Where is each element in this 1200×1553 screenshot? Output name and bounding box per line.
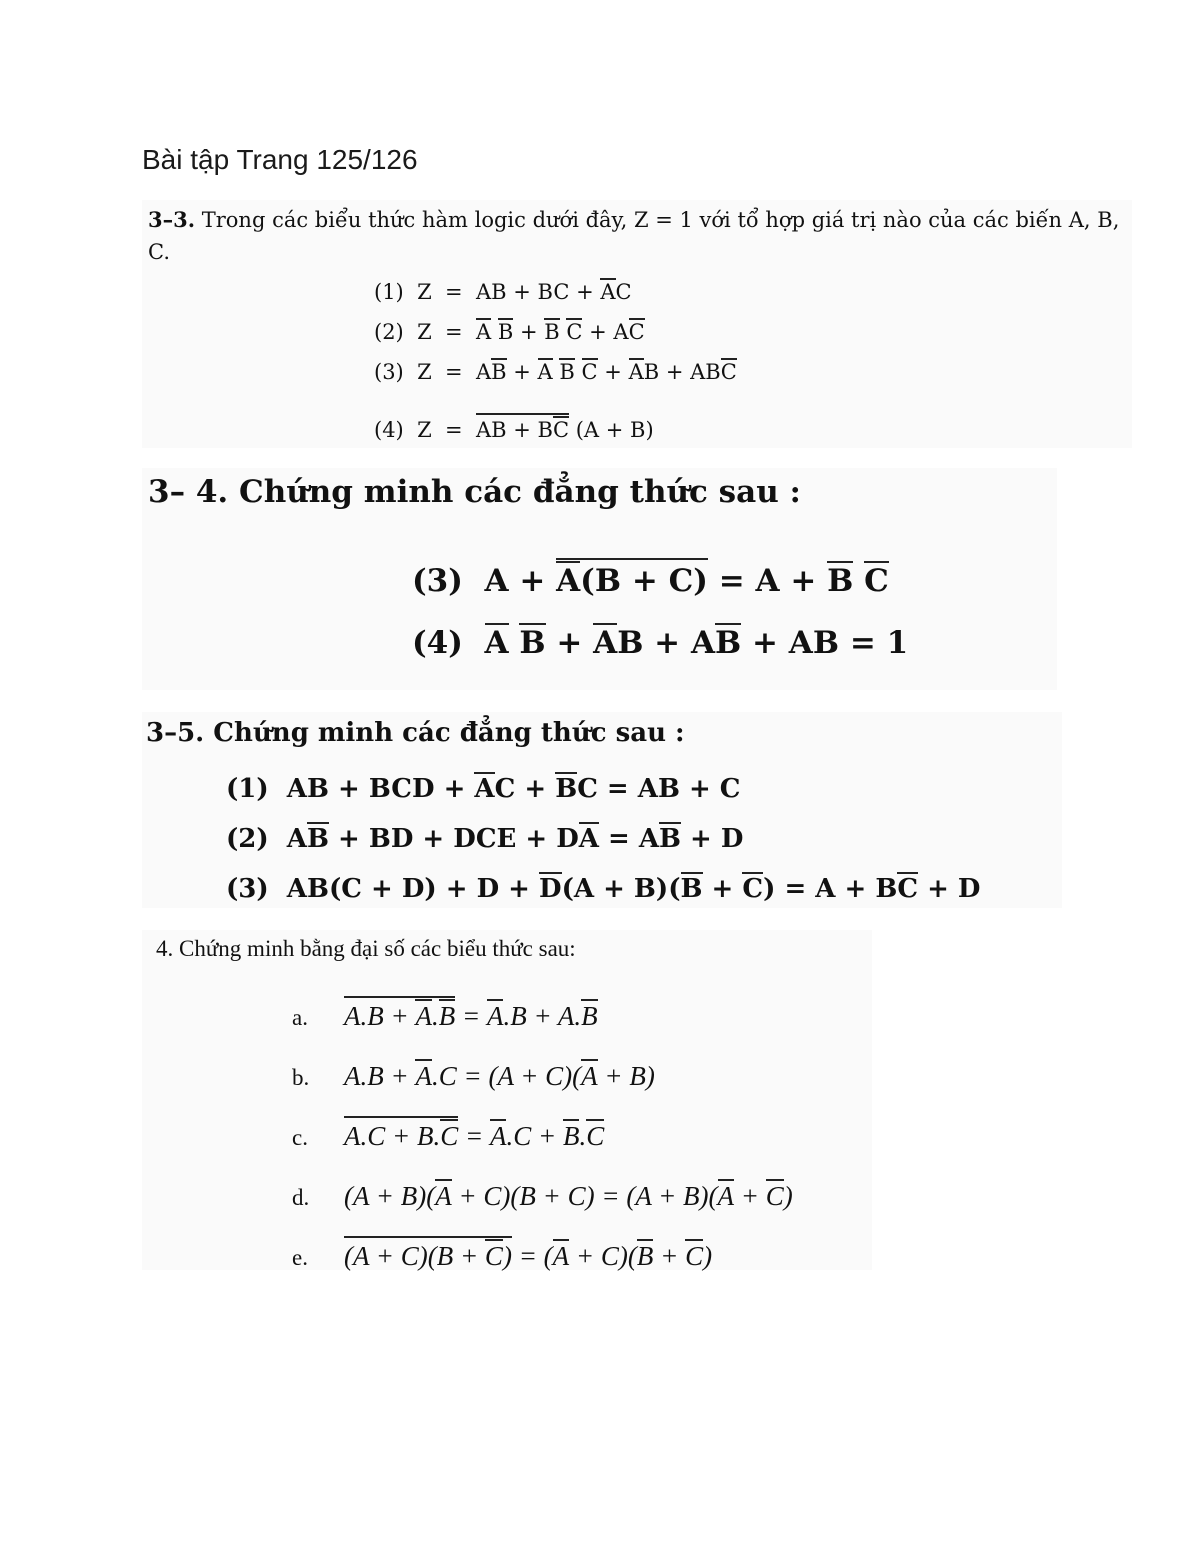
math-text: + <box>734 1181 766 1211</box>
overline-complement <box>715 623 741 660</box>
exercise-3-3-prompt <box>148 204 1128 268</box>
math-text: + <box>506 360 538 384</box>
equation <box>344 1181 793 1211</box>
exercise-heading: 3–5. Chứng minh các đẳng thức sau : <box>146 718 685 748</box>
math-text: C <box>864 563 889 599</box>
overline-complement <box>476 413 569 442</box>
math-text <box>560 320 567 344</box>
math-text: A <box>593 625 618 661</box>
exercise-heading: 3– 4. Chứng minh các đẳng thức sau : <box>148 474 801 510</box>
math-text: C <box>742 874 764 904</box>
math-text: B + A <box>617 625 716 661</box>
overline-complement <box>487 999 504 1032</box>
math-text: C <box>765 1181 784 1211</box>
overline-complement <box>544 318 559 344</box>
math-text: (2) A <box>226 824 307 854</box>
math-text: = <box>458 1121 490 1151</box>
math-text: C <box>897 874 919 904</box>
math-text: B + AB <box>643 360 721 384</box>
equation <box>374 272 737 312</box>
math-text: (2) Z = <box>374 320 476 344</box>
equation-list <box>292 986 793 1286</box>
overline-complement <box>718 1179 735 1212</box>
overline-complement <box>637 1239 654 1272</box>
math-text: (A + C)(B + <box>344 1241 485 1271</box>
math-text: C <box>581 360 598 384</box>
exercise-number: 3–3. <box>148 207 196 232</box>
overline-complement <box>827 561 853 598</box>
math-text: B <box>659 824 681 854</box>
item-label: d. <box>292 1185 310 1210</box>
exercise-heading: 4. Chứng minh bằng đại số các biểu thức sau: <box>156 936 576 961</box>
overline-complement <box>344 996 455 1032</box>
overline-complement <box>556 561 580 598</box>
overline-complement <box>519 623 545 660</box>
math-text: B <box>306 824 329 854</box>
overline-complement <box>539 872 562 904</box>
item-label: b. <box>292 1065 310 1090</box>
math-text: C + <box>494 774 556 804</box>
overline-complement <box>344 1116 458 1152</box>
exercise-3-4 <box>142 468 1057 690</box>
equation <box>344 1001 598 1031</box>
math-text: .C = (A + C)( <box>431 1061 582 1091</box>
math-text: + <box>653 1241 686 1271</box>
overline-complement <box>485 623 509 660</box>
equation <box>226 864 980 914</box>
item-label: e. <box>292 1245 308 1270</box>
overline-complement <box>864 561 889 598</box>
math-text: C <box>615 280 632 304</box>
overline-complement <box>566 318 582 344</box>
math-text: B <box>497 320 514 344</box>
math-text: C <box>586 1121 605 1151</box>
math-text: ) <box>703 1241 713 1271</box>
overline-complement <box>681 872 703 904</box>
equation <box>344 1061 655 1091</box>
math-text: = A <box>598 824 660 854</box>
overline-complement <box>582 358 598 384</box>
overline-complement <box>629 318 645 344</box>
math-text: + A <box>582 320 629 344</box>
math-text: B <box>562 1121 580 1151</box>
math-text <box>553 360 560 384</box>
math-text: A <box>415 1001 432 1031</box>
math-text: (4) <box>412 625 485 661</box>
math-text: A <box>476 320 492 344</box>
item-label: c. <box>292 1125 308 1150</box>
overline-complement <box>485 1239 503 1272</box>
overline-complement <box>659 822 681 854</box>
equation-item <box>292 1046 793 1106</box>
math-text: B <box>519 625 546 661</box>
overline-complement <box>435 1179 452 1212</box>
equation-item <box>292 1226 793 1286</box>
overline-complement <box>559 358 574 384</box>
math-text: (4) Z = <box>374 418 476 442</box>
equation <box>344 1241 712 1271</box>
math-text: + <box>702 874 743 904</box>
overline-complement <box>685 1239 703 1272</box>
overline-complement <box>476 318 491 344</box>
equation-item <box>292 986 793 1046</box>
math-text: + B) <box>597 1061 655 1091</box>
equation <box>344 1121 604 1151</box>
math-text <box>491 320 498 344</box>
overline-complement <box>766 1179 784 1212</box>
math-text: . <box>431 1001 439 1031</box>
overline-complement <box>415 1059 432 1092</box>
math-text: A <box>489 1121 507 1151</box>
math-text: + <box>513 320 545 344</box>
overline-complement <box>579 822 599 854</box>
equation-list <box>374 272 737 450</box>
math-text: A <box>628 360 644 384</box>
overline-complement <box>538 358 553 384</box>
math-text: B <box>555 774 578 804</box>
math-text: ) <box>783 1181 793 1211</box>
overline-complement <box>474 772 494 804</box>
overline-complement <box>491 358 506 384</box>
math-text: B <box>827 563 854 599</box>
math-text: B <box>438 1001 456 1031</box>
math-text: C <box>552 418 570 442</box>
overline-complement <box>721 358 737 384</box>
overline-complement <box>581 1059 598 1092</box>
overline-complement <box>897 872 918 904</box>
math-text: A <box>537 360 553 384</box>
math-text: B <box>581 1001 598 1031</box>
exercise-3-3 <box>142 200 1132 448</box>
overline-complement <box>555 772 577 804</box>
math-text: B <box>544 320 560 344</box>
math-text: A <box>484 625 509 661</box>
math-text: (A + B)( <box>561 874 681 904</box>
math-text: A <box>415 1061 432 1091</box>
math-text: (1) AB + BCD + <box>226 774 475 804</box>
math-text: A <box>486 1001 504 1031</box>
math-text: (B + C) <box>580 563 708 599</box>
math-text: = ( <box>511 1241 553 1271</box>
math-text: + BD + DCE + D <box>328 824 579 854</box>
math-text: = A + <box>707 563 828 599</box>
math-text: + C)(B + C) = (A + B)( <box>451 1181 718 1211</box>
overline-complement <box>344 1236 512 1272</box>
math-text: C <box>440 1121 459 1151</box>
math-text: C <box>685 1241 704 1271</box>
math-text <box>575 360 582 384</box>
overline-complement <box>586 1119 604 1152</box>
equation-item <box>292 1106 793 1166</box>
math-text: + D <box>918 874 981 904</box>
item-label: a. <box>292 1005 308 1030</box>
math-text: A <box>600 280 616 304</box>
math-text: ) <box>502 1241 512 1271</box>
math-text: + C)( <box>569 1241 637 1271</box>
equation <box>412 550 908 612</box>
math-text: A <box>556 563 581 599</box>
math-text: B <box>715 625 742 661</box>
page-title: Bài tập Trang 125/126 <box>142 144 418 175</box>
math-text: B <box>559 360 575 384</box>
math-text: .C + <box>506 1121 563 1151</box>
math-text: D <box>539 874 562 904</box>
math-text: A <box>474 774 495 804</box>
equation <box>374 352 737 392</box>
math-text: + <box>545 625 594 661</box>
math-text: (A + B)( <box>344 1181 436 1211</box>
exercise-3-5 <box>142 712 1062 908</box>
equation <box>374 410 737 450</box>
overline-complement <box>593 623 617 660</box>
math-text: B <box>491 360 507 384</box>
math-text: A.C + B. <box>344 1121 441 1151</box>
math-text: A <box>578 824 599 854</box>
overline-complement <box>498 318 513 344</box>
math-text: ) = A + B <box>763 874 898 904</box>
math-text: AB + B <box>476 418 553 442</box>
math-text: A <box>552 1241 570 1271</box>
exercise-text: Trong các biểu thức hàm logic dưới đây, Z = 1 với tổ hợp giá trị nào của các biến A, B, C. <box>148 208 1120 264</box>
math-text <box>509 625 520 661</box>
math-text: . <box>579 1121 587 1151</box>
overline-complement <box>556 558 708 598</box>
math-text: + D <box>681 824 744 854</box>
math-text: (3) A + <box>412 563 557 599</box>
overline-complement <box>742 872 763 904</box>
overline-complement <box>553 416 569 442</box>
math-text: (1) Z = AB + BC + <box>374 280 601 304</box>
math-text: A.B + <box>344 1061 416 1091</box>
equation-list <box>226 764 980 914</box>
math-text: C <box>628 320 645 344</box>
math-text: = <box>455 1001 487 1031</box>
math-text: + <box>597 360 629 384</box>
overline-complement <box>490 1119 507 1152</box>
math-text: A.B + <box>344 1001 416 1031</box>
overline-complement <box>307 822 329 854</box>
overline-complement <box>629 358 644 384</box>
overline-complement <box>415 999 432 1032</box>
math-text: B <box>680 874 703 904</box>
math-text: C <box>720 360 737 384</box>
math-text: + AB = 1 <box>741 625 909 661</box>
equation <box>226 814 980 864</box>
math-text: B <box>636 1241 654 1271</box>
equation <box>226 764 980 814</box>
math-text <box>853 563 864 599</box>
math-text: (A + B) <box>569 418 654 442</box>
exercise-4 <box>142 930 872 1270</box>
overline-complement <box>600 278 615 304</box>
equation <box>374 312 737 352</box>
math-text: (3) Z = A <box>374 360 492 384</box>
math-text: A <box>435 1181 452 1211</box>
equation-list <box>412 550 908 674</box>
math-text: A <box>717 1181 735 1211</box>
math-text: A <box>581 1061 598 1091</box>
overline-complement <box>553 1239 570 1272</box>
math-text: C <box>484 1241 503 1271</box>
equation <box>412 612 908 674</box>
math-text: C = AB + C <box>577 774 741 804</box>
overline-complement <box>440 1119 458 1152</box>
math-text: C <box>566 320 583 344</box>
overline-complement <box>563 1119 580 1152</box>
equation-item <box>292 1166 793 1226</box>
overline-complement <box>581 999 598 1032</box>
math-text: .B + A. <box>503 1001 582 1031</box>
math-text: (3) AB(C + D) + D + <box>226 874 540 904</box>
overline-complement <box>439 999 456 1032</box>
